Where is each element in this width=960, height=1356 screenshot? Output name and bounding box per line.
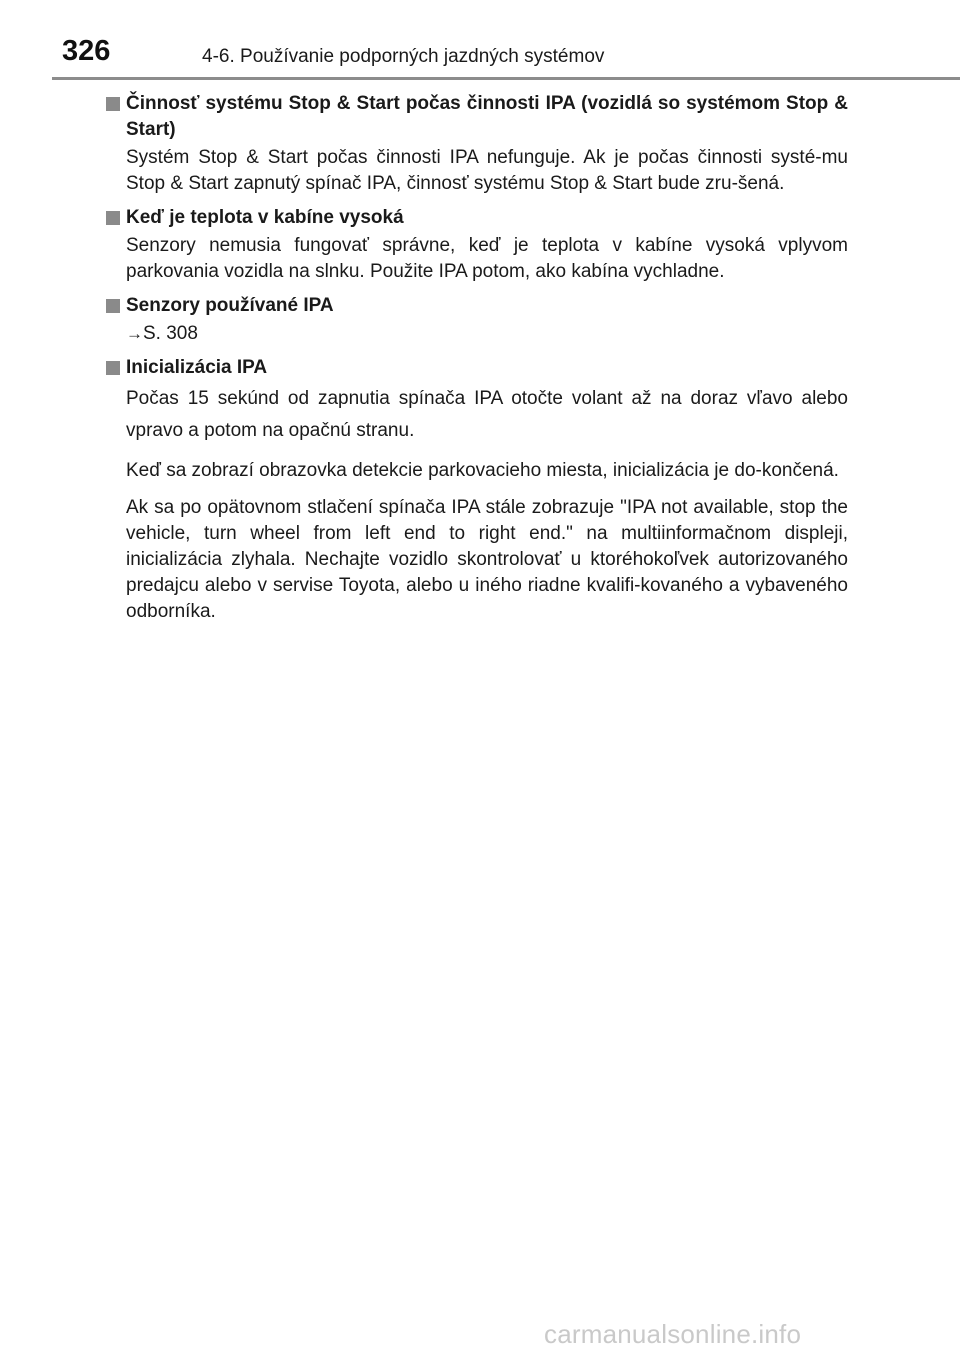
section-heading-text: Inicializácia IPA (126, 357, 268, 378)
arrow-right-icon: → (126, 324, 143, 343)
paragraph: Systém Stop & Start počas činnosti IPA nefunguje. Ak je počas činnosti systé-mu Stop & Start zapnutý spínač IPA, činnosť systému Stop & Start bude zru-šená. (126, 147, 848, 194)
page-reference[interactable] (104, 321, 848, 347)
section-heading (104, 293, 848, 319)
section-heading-text: Činnosť systému Stop & Start počas činnosti IPA (vozidlá so systémom Stop & Start) (126, 93, 848, 140)
watermark: carmanualsonline.info (544, 1319, 802, 1349)
section-heading (104, 355, 848, 381)
page-content (104, 91, 848, 633)
paragraph: Ak sa po opätovnom stlačení spínača IPA stále zobrazuje "IPA not available, stop the vehicle, turn wheel from left end to right end." na multiinformačnom displeji, inicializácia zlyhala. Nechajte vozidlo skontrolovať u ktoréhokoľvek autorizovaného predajcu alebo v servise Toyota, alebo u iného riadne kvalifi-kovaného a vybaveného odborníka. (126, 497, 848, 622)
paragraph: Keď sa zobrazí obrazovka detekcie parkovacieho miesta, inicializácia je do-končená. (126, 460, 839, 481)
chapter-title: 4-6. Používanie podporných jazdných systémov (202, 46, 605, 67)
header-divider (52, 77, 960, 80)
square-bullet-icon (106, 299, 120, 313)
square-bullet-icon (106, 361, 120, 375)
section-heading-text: Senzory používané IPA (126, 295, 334, 316)
section-heading-text: Keď je teplota v kabíne vysoká (126, 207, 404, 228)
section-sensors (104, 293, 848, 347)
section-stop-start (104, 91, 848, 197)
section-initialization (104, 355, 848, 625)
square-bullet-icon (106, 211, 120, 225)
page-reference-text: S. 308 (143, 323, 198, 344)
page-number: 326 (62, 35, 111, 67)
section-heading (104, 91, 848, 143)
section-heading (104, 205, 848, 231)
paragraph: Senzory nemusia fungovať správne, keď je teplota v kabíne vysoká vplyvom parkovania vozidla na slnku. Použite IPA potom, ako kabína vychladne. (126, 235, 848, 282)
page-header (0, 0, 960, 80)
square-bullet-icon (106, 97, 120, 111)
paragraph: Počas 15 sekúnd od zapnutia spínača IPA otočte volant až na doraz vľavo alebo vpravo a potom na opačnú stranu. (126, 388, 848, 441)
section-cabin-temperature (104, 205, 848, 285)
